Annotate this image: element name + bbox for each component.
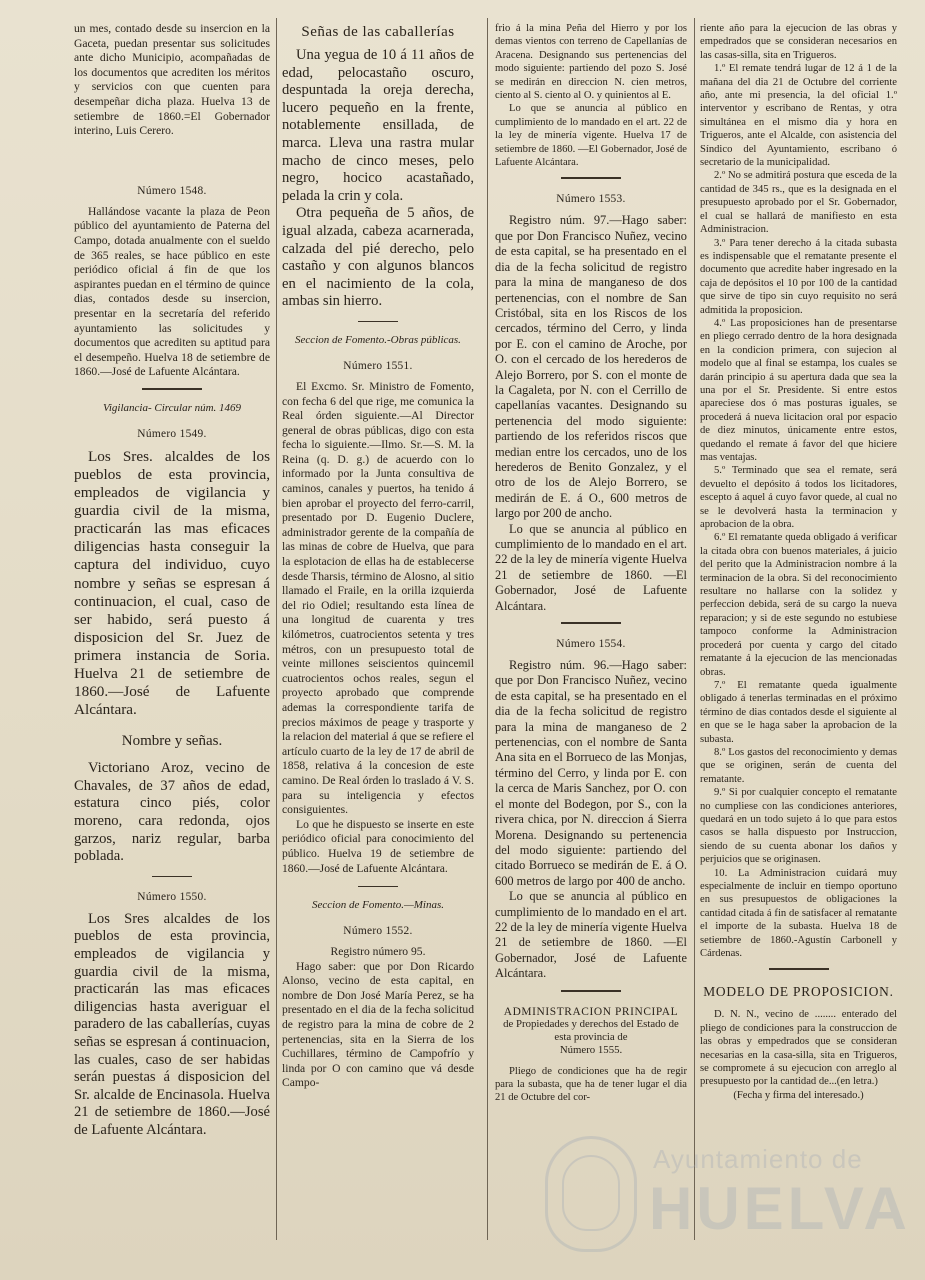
notice-number: Número 1551.	[343, 359, 413, 372]
notice-number: Número 1552.	[343, 925, 413, 938]
section-heading: Seccion de Fomento.-Obras públicas.	[295, 333, 461, 346]
notice-paragraph: El Excmo. Sr. Ministro de Fomento, con fecha 6 del que rige, me comunica la Real órden siguiente.—Al Director general de obras públicas, digo con esta fecha lo siguiente.—Ilmo. Sr.—S. M. la Reina (q. D. g.) de acuerdo con lo informado por la Junta consultiva de caminos, canales y puertos, ha tenido á bien aprobar el proyecto del ferro-carril, presentado por D. Eugenio Duclere, administrador gerente de la compañía de las minas de cobre de Huelva, que para la esplotacion de ellas ha de establecerse desde Tharsis, término de Alosno, al sitio llamado el Fraile, en la orilla izquierda del rio Odiel; resultando esta línea de una longitud de cuarenta y tres kilómetros, cuatrocientos setenta y tres métros, con un presupuesto total de veinte millones seiscientos quincemil cuatrocientos ochos reales, segun el proyecto aprobado que comprende ademas la correspondiente tarifa de precios máximos de peage y trasporte y la relacion del material á que se refiere el artículo cuarto de la ley de 17 de abril de 1858, relativa á la concesion de este camino. De Real órden lo traslado á V. S. para su inteligencia y efectos consiguientes.	[282, 379, 474, 817]
condition-item: 1.º El remate tendrá lugar de 12 á 1 de la mañana del dia 21 de Octubre del corriente año, ante mi presencia, la del oficial 1.º interventor y escribano de Rentas, y otra simultánea en el mismo dia y hora en Trigueros, ante el Alcalde, con asistencia del Síndico del Ayuntamiento, escribano ó secretario de la municipalidad.	[700, 63, 897, 169]
condition-item: 9.º Si por cualquier concepto el rematante no cumpliese con las condiciones anteriores, quedará en un todo sujeto á lo que para estos casos se halla dispuesto por Instruccion, siendo de su cuenta abonar los daños y perjuicios que se originasen.	[700, 787, 897, 866]
column-2	[282, 22, 474, 1260]
notice-number: Número 1555.	[559, 1043, 623, 1056]
notice-paragraph: Lo que he dispuesto se inserte en este periódico oficial para conocimiento del público. Huelva 19 de setiembre de 1860.—José de Lafuente Alcántara.	[282, 817, 474, 875]
divider	[358, 886, 398, 887]
column-4	[700, 22, 897, 1260]
notice-number: Número 1550.	[137, 890, 207, 903]
notice-number: Número 1549.	[137, 427, 207, 440]
subheading: Nombre y señas.	[121, 733, 223, 750]
notice-paragraph: Los Sres. alcaldes de los pueblos de esta provincia, empleados de vigilancia y guardia civil de la misma, practicarán las mas eficaces diligencias hasta conseguir la captura del individuo, cuyo nombre y señas se espresan á continuacion, el cual, caso de ser habido, será puesto á disposicion del Sr. Juez de primera instancia de Soria. Huelva 21 de setiembre de 1860.—José de Lafuente Alcántara.	[74, 447, 270, 719]
coat-of-arms-icon	[545, 1136, 637, 1252]
notice-paragraph: Registro núm. 97.—Hago saber: que por Don Francisco Nuñez, vecino de esta capital, se ha presentado en el dia de la fecha solicitud de registro para la mina de manganeso de dos pertenencias, con el nombre de San Cristóbal, sita en los Riscos de los cercados, término del Cerro, y linda por E. con el camino de Aroche, por O. con el cercado de los herederos de Alejo Borrero, por S. con el monte de la Cagaleta, por N. con el Cerrillo de capellanías vacantes. Designando su pertenencia del modo siguiente: partiendo de los referidos riscos que median entre los cercados, uno de los herederos de Benito Gonzalez, y el otro de los de Alejo Borrero, se medirán de E. á O., 600 metros de largo por 200 de ancho.	[495, 213, 687, 521]
form-model-paragraph: D. N. N., vecino de ........ enterado del pliego de condiciones para la construccion de las obras y empedrados que se consideran necesarias en la casa-silla, sita en Trigueros, se compromete á su ejecucion con arreglo al presupuesto por la cantidad de...(en letra.)	[700, 1009, 897, 1088]
notice-paragraph: Lo que se anuncia al público en cumplimiento de lo mandado en el art. 22 de la ley de minería vigente Huelva 21 de setiembre de 1860. —El Gobernador, José de Lafuente Alcántara.	[495, 521, 687, 613]
section-subheading: de Propiedades y derechos del Estado de esta provincia de	[503, 1017, 679, 1043]
section-heading: MODELO DE PROPOSICION.	[703, 984, 894, 1000]
notice-paragraph: Los Sres alcaldes de los pueblos de esta provincia, empleados de vigilancia y guardia civil de la misma, practicarán las mas eficaces diligencias hasta averiguar el paradero de las caballerías, cuyas señas se espresan á continuacion, las cuales, caso de ser habidas serán puestas á disposicion del Sr. alcalde de Encinasola. Huelva 21 de setiembre de 1860.—José de Lafuente Alcántara.	[74, 910, 270, 1138]
paragraph-continuation: frio á la mina Peña del Hierro y por los demas vientos con terreno de Capellanías de Aracena. Designando sus pertenencias del modo siguiente: partiendo del pozo S. José se medirán en direccion N. cien metros, ciento al S. ciento al O. y quinientos al E.	[495, 23, 687, 102]
watermark-line2: HUELVA	[649, 1175, 911, 1242]
paragraph-continuation: riente año para la ejecucion de las obras y empedrados que se consideran necesarios en las casas-silla, sita en Trigueros.	[700, 23, 897, 61]
divider	[769, 968, 829, 970]
section-heading: Seccion de Fomento.—Minas.	[312, 899, 444, 912]
notice-paragraph: Hago saber: que por Don Ricardo Alonso, vecino de esta capital, en nombre de Don José María Perez, se ha presentado en el dia de la fecha solicitud de registro para la mina de cobre de 2 pertenencias, sita en la Sierra de los Cuchillares, término de Campofrío y linda por O con camino que vá desde Campo-	[282, 959, 474, 1090]
column-1	[74, 22, 270, 1260]
divider	[142, 388, 202, 390]
condition-item: 6.º El rematante queda obligado á verificar la citada obra con buenos materiales, á juicio del perito que la Administracion nombre á la terminacion de la obra. Si del reconocimiento resultare no hallarse con la solidez y perfeccion debida, será de su cargo la nueva reparacion; y si de este segundo no estubiese tampoco conforme la Administracion procederá por cuenta y cargo del citado rematante á la ejecucion de las mencionadas obras.	[700, 532, 897, 678]
paragraph-continuation: un mes, contado desde su insercion en la Gaceta, puedan presentar sus solicitudes ante dicho Municipio, acompañadas de los documentos que acrediten los méritos y servicios con que cuenten para desempeñar dicha plaza. Huelva 13 de setiembre de 1860.=El Gobernador interino, Luis Cerero.	[74, 22, 270, 138]
notice-paragraph: Lo que se anuncia al público en cumplimiento de lo mandado en el art. 22 de la ley de minería vigente. Huelva 17 de setiembre de 1860. —El Gobernador, José de Lafuente Alcántara.	[495, 103, 687, 169]
divider	[152, 876, 192, 877]
condition-item: 3.º Para tener derecho á la citada subasta es indispensable que el rematante presente el documento que acredite haber ingresado en la caja de depósitos el 10 por 100 de la cantidad que sirve de tipo sin cuyo requisito no será admitida la proposicion.	[700, 237, 897, 316]
condition-item: 8.º Los gastos del reconocimiento y demas que se originen, serán de cuenta del rematante.	[700, 746, 897, 785]
coat-of-arms-inner	[562, 1155, 620, 1231]
notice-paragraph: Hallándose vacante la plaza de Peon público del ayuntamiento de Paterna del Campo, dotada anualmente con el sueldo de 365 reales, se hace público en este periódico oficial á fin de que los aspirantes puedan en el término de quince dias, contados desde su insercion, presentar en la secretaría del referido ayuntamiento las solicitudes y documentos que acrediten su aptitud para el desempeño. Huelva 18 de setiembre de 1860.—José de Lafuente Alcántara.	[74, 204, 270, 379]
condition-item: 7.º El rematante queda igualmente obligado á tenerlas terminadas en el próximo término de dias contados desde el siguiente al en que se le haga saber la aprobacion de la subasta.	[700, 679, 897, 745]
notice-number: Número 1554.	[556, 638, 626, 651]
divider	[561, 622, 621, 624]
column-3	[495, 22, 687, 1260]
divider	[561, 990, 621, 992]
condition-item: 10. La Administracion cuidará muy especialmente de incluir en tiempo oportuno en sus presupuestos de obligaciones la cantidad citada á fin de satisfacer al rematante el importe de la subasta. Huelva 18 de setiembre de 1860.-Agustín Carbonell y Cárdenas.	[700, 867, 897, 960]
divider	[561, 177, 621, 179]
column-rule	[276, 18, 277, 1240]
notice-paragraph: Lo que se anuncia al público en cumplimiento de lo mandado en el art. 22 de la ley de minería vigente Huelva 21 de setiembre de 1860. —El Gobernador, José de Lafuente Alcántara.	[495, 889, 687, 981]
subheading: Señas de las caballerías	[301, 24, 455, 40]
condition-item: 5.º Terminado que sea el remate, será devuelto el depósito á todos los licitadores, escepto á aquel á cuyo favor quede, al cual no se le devolverá hasta la terminacion y aprobacion de la obra.	[700, 465, 897, 531]
description-paragraph: Victoriano Aroz, vecino de Chavales, de 37 años de edad, estatura cinco piés, color moreno, cara redonda, ojos garzos, nariz regular, barba poblada.	[74, 760, 270, 865]
column-rule	[694, 18, 695, 1240]
description-paragraph: Una yegua de 10 á 11 años de edad, pelocastaño oscuro, despuntada la oreja derecha, lucero pequeño en la frente, notablemente ensillada, de marca. Lleva una rastra mular macho de cinco meses, pelo negro, hocico acastañado, pelada la crin y cola.	[282, 47, 474, 204]
watermark-line1: Ayuntamiento de	[653, 1144, 863, 1174]
section-heading: Vigilancia- Circular núm. 1469	[102, 401, 242, 414]
notice-number: Número 1553.	[556, 193, 626, 206]
notice-number: Número 1548.	[137, 184, 207, 197]
column-rule	[487, 18, 488, 1240]
registry-number: Registro número 95.	[330, 945, 426, 959]
condition-item: 2.º No se admitirá postura que esceda de la cantidad de 345 rs., que es la designada en el presupuesto aprobado por el Sr. Gobernador, el cual se hallará de manifiesto en esta Administracion.	[700, 170, 897, 236]
signature-note: (Fecha y firma del interesado.)	[733, 1089, 864, 1101]
divider	[358, 321, 398, 322]
archive-watermark	[545, 1130, 911, 1260]
condition-item: 4.º Las proposiciones han de presentarse en pliego cerrado dentro de la hora designada en la condicion primera, con sujecion al modelo que al final se estampa, los cuales se darán principio á su apertura dada que sea la una por el Sr. Presidente. Si entre estos apareciese dos ó mas posturas iguales, se procederá á nueva licitacion oral por espacio de diez minutos, únicamente entre estos, quedando el remate á favor del que hiciere mas ventajas.	[700, 317, 897, 463]
description-paragraph: Otra pequeña de 5 años, de igual alzada, cabeza acarnerada, calzada del pié derecho, pelo castaño y con algunos blancos en el nacimiento de la cola, ambas sin hierro.	[282, 205, 474, 310]
notice-paragraph: Registro núm. 96.—Hago saber: que por Don Francisco Nuñez, vecino de esta capital, se ha presentado en el dia de la fecha solicitud de registro para la mina de manganeso de 2 pertenencias, con el nombre de Santa Ana sita en el Borrueco de las Monjas, término del Cerro, y linda por E. con la cerca de Maris Sanchez, por O. con el monte del Bodegon, por S., con la rivera chica, por N. direccion á Sierra Morena. Designando su pertenencia del modo siguiente: partiendo del citado Borrueco se medirán de E. á O. 600 metros de largo por 400 de ancho.	[495, 658, 687, 888]
section-heading: ADMINISTRACION PRINCIPAL	[503, 1005, 679, 1018]
notice-paragraph: Pliego de condiciones que ha de regir para la subasta, que ha de tener lugar el dia 21 de Octubre del cor-	[495, 1065, 687, 1104]
